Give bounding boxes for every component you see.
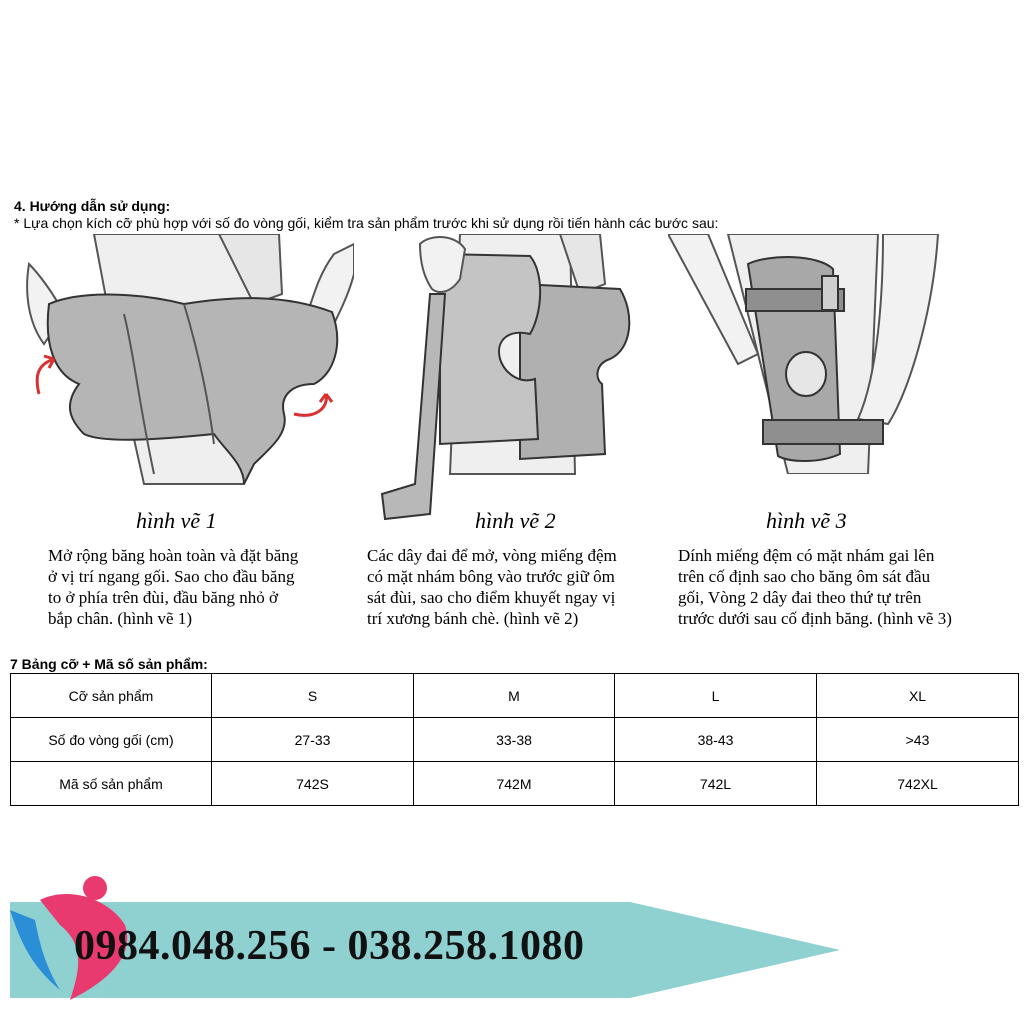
figure-3-text: Dính miếng đệm có mặt nhám gai lên trên cố định sao cho băng ôm sát đầu gối, Vòng 2 dây đai theo thứ tự trên trước dưới sau cố định băng. (hình vẽ 3) — [678, 546, 952, 628]
table-cell: 33-38 — [414, 718, 615, 762]
figure-2-illustration — [370, 234, 650, 534]
table-cell: Số đo vòng gối (cm) — [11, 718, 212, 762]
section-4-title: 4. Hướng dẫn sử dụng: — [14, 198, 171, 214]
table-row — [11, 762, 1019, 806]
section-7-title: 7 Bảng cỡ + Mã số sản phẩm: — [10, 656, 208, 672]
table-cell: Cỡ sản phẩm — [11, 674, 212, 718]
table-cell: M — [414, 674, 615, 718]
table-cell: Mã số sản phẩm — [11, 762, 212, 806]
figure-2-caption: hình vẽ 2 — [475, 508, 556, 533]
table-cell: 742S — [212, 762, 414, 806]
table-cell: S — [212, 674, 414, 718]
table-cell: 742L — [615, 762, 817, 806]
figure-1-illustration — [14, 234, 354, 534]
size-table — [10, 673, 1019, 806]
section-4-intro: * Lựa chọn kích cỡ phù hợp với số đo vòng gối, kiểm tra sản phẩm trước khi sử dụng rồi tiến hành các bước sau: — [14, 215, 719, 231]
figure-1-caption: hình vẽ 1 — [136, 508, 217, 533]
table-cell: L — [615, 674, 817, 718]
table-cell: XL — [817, 674, 1019, 718]
figure-3-illustration — [668, 234, 948, 534]
table-cell: 742M — [414, 762, 615, 806]
table-cell: 27-33 — [212, 718, 414, 762]
table-cell: 742XL — [817, 762, 1019, 806]
table-cell: >43 — [817, 718, 1019, 762]
figure-1-text: Mở rộng băng hoàn toàn và đặt băng ở vị trí ngang gối. Sao cho đầu băng to ở phía trên đùi, đầu băng nhỏ ở bắp chân. (hình vẽ 1) — [48, 546, 299, 628]
table-row — [11, 674, 1019, 718]
table-row — [11, 718, 1019, 762]
phone-number[interactable]: 0984.048.256 - 038.258.1080 — [74, 923, 585, 969]
table-cell: 38-43 — [615, 718, 817, 762]
figure-3-caption: hình vẽ 3 — [766, 508, 847, 533]
figure-2-text: Các dây đai để mở, vòng miếng đệm có mặt nhám bông vào trước giữ ôm sát đùi, sao cho điểm khuyết ngay vị trí xương bánh chè. (hình vẽ 2) — [367, 546, 617, 628]
